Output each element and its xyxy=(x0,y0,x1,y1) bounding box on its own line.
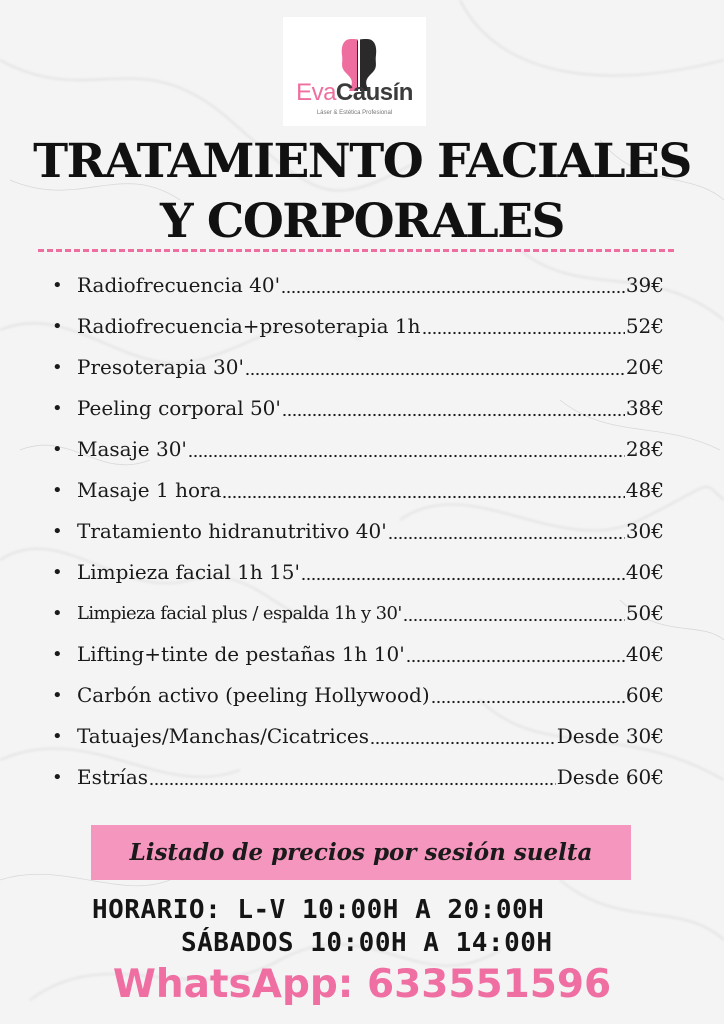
service-price: 50€ xyxy=(625,601,664,625)
dot-leader xyxy=(282,397,625,419)
service-price: 28€ xyxy=(625,437,664,461)
service-name: Radiofrecuencia+presoterapia 1h xyxy=(77,314,421,338)
bullet-icon: • xyxy=(52,643,63,665)
service-name: Presoterapia 30' xyxy=(77,355,244,379)
price-row xyxy=(52,635,664,673)
service-price: Desde 30€ xyxy=(556,724,664,748)
bullet-icon: • xyxy=(52,725,63,747)
bullet-icon: • xyxy=(52,561,63,583)
bullet-icon: • xyxy=(52,602,63,624)
dot-leader xyxy=(406,643,625,665)
service-name: Limpieza facial plus / espalda 1h y 30' xyxy=(77,602,402,624)
service-price: 52€ xyxy=(625,314,664,338)
logo-name xyxy=(283,77,426,109)
session-note-banner xyxy=(91,825,631,880)
service-name: Lifting+tinte de pestañas 1h 10' xyxy=(77,642,405,666)
price-row xyxy=(52,348,664,386)
dashed-divider xyxy=(38,249,674,252)
price-row xyxy=(52,717,664,755)
service-price: 38€ xyxy=(625,396,664,420)
bullet-icon: • xyxy=(52,274,63,296)
bullet-icon: • xyxy=(52,766,63,788)
service-price: 40€ xyxy=(625,642,664,666)
price-row xyxy=(52,594,664,632)
dot-leader xyxy=(370,725,556,747)
service-price: 39€ xyxy=(625,273,664,297)
session-note: Listado de precios por sesión suelta xyxy=(129,839,593,866)
price-row xyxy=(52,266,664,304)
logo-name-last: Causín xyxy=(335,79,413,106)
dot-leader xyxy=(403,602,625,624)
hours-weekdays: HORARIO: L-V 10:00H A 20:00H xyxy=(92,895,545,925)
price-row xyxy=(52,307,664,345)
bullet-icon: • xyxy=(52,356,63,378)
bullet-icon: • xyxy=(52,315,63,337)
service-name: Radiofrecuencia 40' xyxy=(77,273,281,297)
price-row xyxy=(52,553,664,591)
page-title xyxy=(0,132,724,252)
dot-leader xyxy=(301,561,625,583)
dot-leader xyxy=(188,438,625,460)
price-row xyxy=(52,471,664,509)
price-row xyxy=(52,389,664,427)
dot-leader xyxy=(245,356,625,378)
dot-leader xyxy=(422,315,625,337)
dot-leader xyxy=(222,479,624,501)
price-row xyxy=(52,676,664,714)
bullet-icon: • xyxy=(52,479,63,501)
service-name: Carbón activo (peeling Hollywood) xyxy=(77,683,430,707)
logo xyxy=(283,17,426,126)
price-row xyxy=(52,430,664,468)
service-name: Peeling corporal 50' xyxy=(77,396,281,420)
bullet-icon: • xyxy=(52,397,63,419)
whatsapp-contact: WhatsApp: 633551596 xyxy=(112,962,612,1007)
service-name: Limpieza facial 1h 15' xyxy=(77,560,301,584)
dot-leader xyxy=(149,766,556,788)
service-price: 20€ xyxy=(625,355,664,379)
service-name: Estrías xyxy=(77,765,149,789)
dot-leader xyxy=(281,274,625,296)
dot-leader xyxy=(431,684,625,706)
dot-leader xyxy=(388,520,625,542)
title-line-1: TRATAMIENTO FACIALES xyxy=(33,134,691,189)
service-price: Desde 60€ xyxy=(556,765,664,789)
bullet-icon: • xyxy=(52,684,63,706)
service-name: Masaje 30' xyxy=(77,437,187,461)
service-price: 30€ xyxy=(625,519,664,543)
service-price: 48€ xyxy=(625,478,664,502)
bullet-icon: • xyxy=(52,438,63,460)
logo-tagline: Láser & Estética Profesional xyxy=(316,110,393,116)
service-price: 60€ xyxy=(625,683,664,707)
service-name: Masaje 1 hora xyxy=(77,478,222,502)
bullet-icon: • xyxy=(52,520,63,542)
service-price: 40€ xyxy=(625,560,664,584)
price-row xyxy=(52,512,664,550)
service-name: Tatuajes/Manchas/Cicatrices xyxy=(77,724,370,748)
price-row xyxy=(52,758,664,796)
service-name: Tratamiento hidranutritivo 40' xyxy=(77,519,387,543)
logo-name-first: Eva xyxy=(296,79,336,106)
title-line-2: Y CORPORALES xyxy=(160,194,564,249)
hours-saturday: SÁBADOS 10:00H A 14:00H xyxy=(181,928,553,958)
